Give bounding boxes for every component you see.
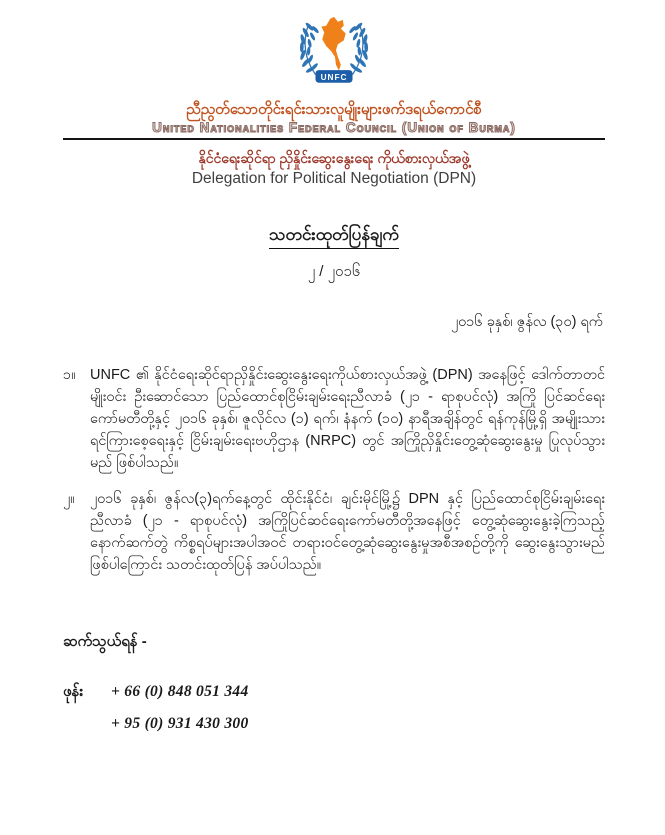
- paragraph-1: [63, 364, 605, 474]
- body-paragraphs: [63, 364, 605, 576]
- unfc-emblem-icon: [284, 14, 384, 92]
- document-date: ၂၀၁၆ ခုနှစ်၊ ဇွန်လ (၃၀) ရက်: [450, 314, 603, 330]
- dept-name-burmese: နိုင်ငံရေးဆိုင်ရာ ညှိနှိုင်းဆွေးနွေးရေး ကိုယ်စားလှယ်အဖွဲ့: [198, 150, 470, 166]
- header-divider: [63, 138, 605, 140]
- document-title: [63, 224, 605, 249]
- myanmar-map-icon: [321, 17, 345, 71]
- dept-name-english: Delegation for Political Negotiation (DPN): [191, 170, 477, 187]
- phone-label: ဖုန်း: [63, 683, 84, 700]
- phone-number-2: + 95 (0) 931 430 300: [111, 715, 249, 732]
- paragraph-2-text: ၂၀၁၆ ခုနှစ်၊ ဇွန်လ(၃)ရက်နေ့တွင် ထိုင်းနိုင်ငံ၊ ချင်းမိုင်မြို့၌ DPN နှင့် ပြည်ထောင်စုငြိမ်းချမ်းရေးညီလာခံ (၂၁ - ရာစုပင်လုံ) အကြိုပြင်ဆင်ရေးကော်မတီတို့အနေဖြင့် တွေ့ဆုံဆွေးနွေးခဲ့ကြသည့် နောက်ဆက်တွဲ ကိစ္စရပ်များအပါအဝင် တရားဝင်တွေ့ဆုံဆွေးနွေးမှုအစီအစဉ်တို့ကို ဆွေးနွေးသွားမည်ဖြစ်ပါကြောင်း သတင်းထုတ်ပြန် အပ်ပါသည်။: [90, 491, 605, 573]
- reference-number: ၂ / ၂၀၁၆: [307, 263, 361, 280]
- unfc-banner-text: UNFC: [320, 72, 348, 82]
- org-name-english: United Nationalities Federal Council (Union of Burma): [152, 120, 516, 135]
- phone-number-1: + 66 (0) 848 051 344: [111, 683, 249, 700]
- logo: [63, 14, 605, 97]
- phone-number-list: [111, 682, 605, 734]
- contact-phone: [63, 682, 605, 734]
- org-name-burmese: ညီညွတ်သောတိုင်းရင်းသားလူမျိုးများဖက်ဒရယ်ကောင်စီ: [186, 101, 482, 118]
- paragraph-2: [63, 488, 605, 576]
- contact-heading: ဆက်သွယ်ရန် -: [63, 633, 147, 650]
- document-title-text: သတင်းထုတ်ပြန်ချက်: [269, 224, 399, 249]
- paragraph-1-number: ၁။: [63, 367, 76, 383]
- paragraph-1-text: UNFC ၏ နိုင်ငံရေးဆိုင်ရာညှိနှိုင်းဆွေးနွေးရေးကိုယ်စားလှယ်အဖွဲ့ (DPN) အနေဖြင့် ဒေါက်တာတင်မျိုးဝင်း ဦးဆောင်သော ပြည်ထောင်စုငြိမ်းချမ်းရေးညီလာခံ (၂၁ - ရာစုပင်လုံ) အကြို ပြင်ဆင်ရေးကော်မတီတို့နှင့် ၂၀၁၆ ခုနှစ်၊ ဇူလိုင်လ (၁) ရက်၊ နံနက် (၁၀) နာရီအချိန်တွင် ရန်ကုန်မြို့ရှိ အမျိုးသားရင်ကြားစေ့ရေးနှင့် ငြိမ်းချမ်းရေးဗဟိုဌာန (NRPC) တွင် အကြိုညှိနှိုင်းတွေ့ဆုံဆွေးနွေးမှု ပြုလုပ်သွားမည် ဖြစ်ပါသည်။: [90, 367, 605, 471]
- laurel-right: [348, 22, 368, 75]
- paragraph-2-number: ၂။: [63, 491, 75, 507]
- laurel-left: [299, 22, 319, 75]
